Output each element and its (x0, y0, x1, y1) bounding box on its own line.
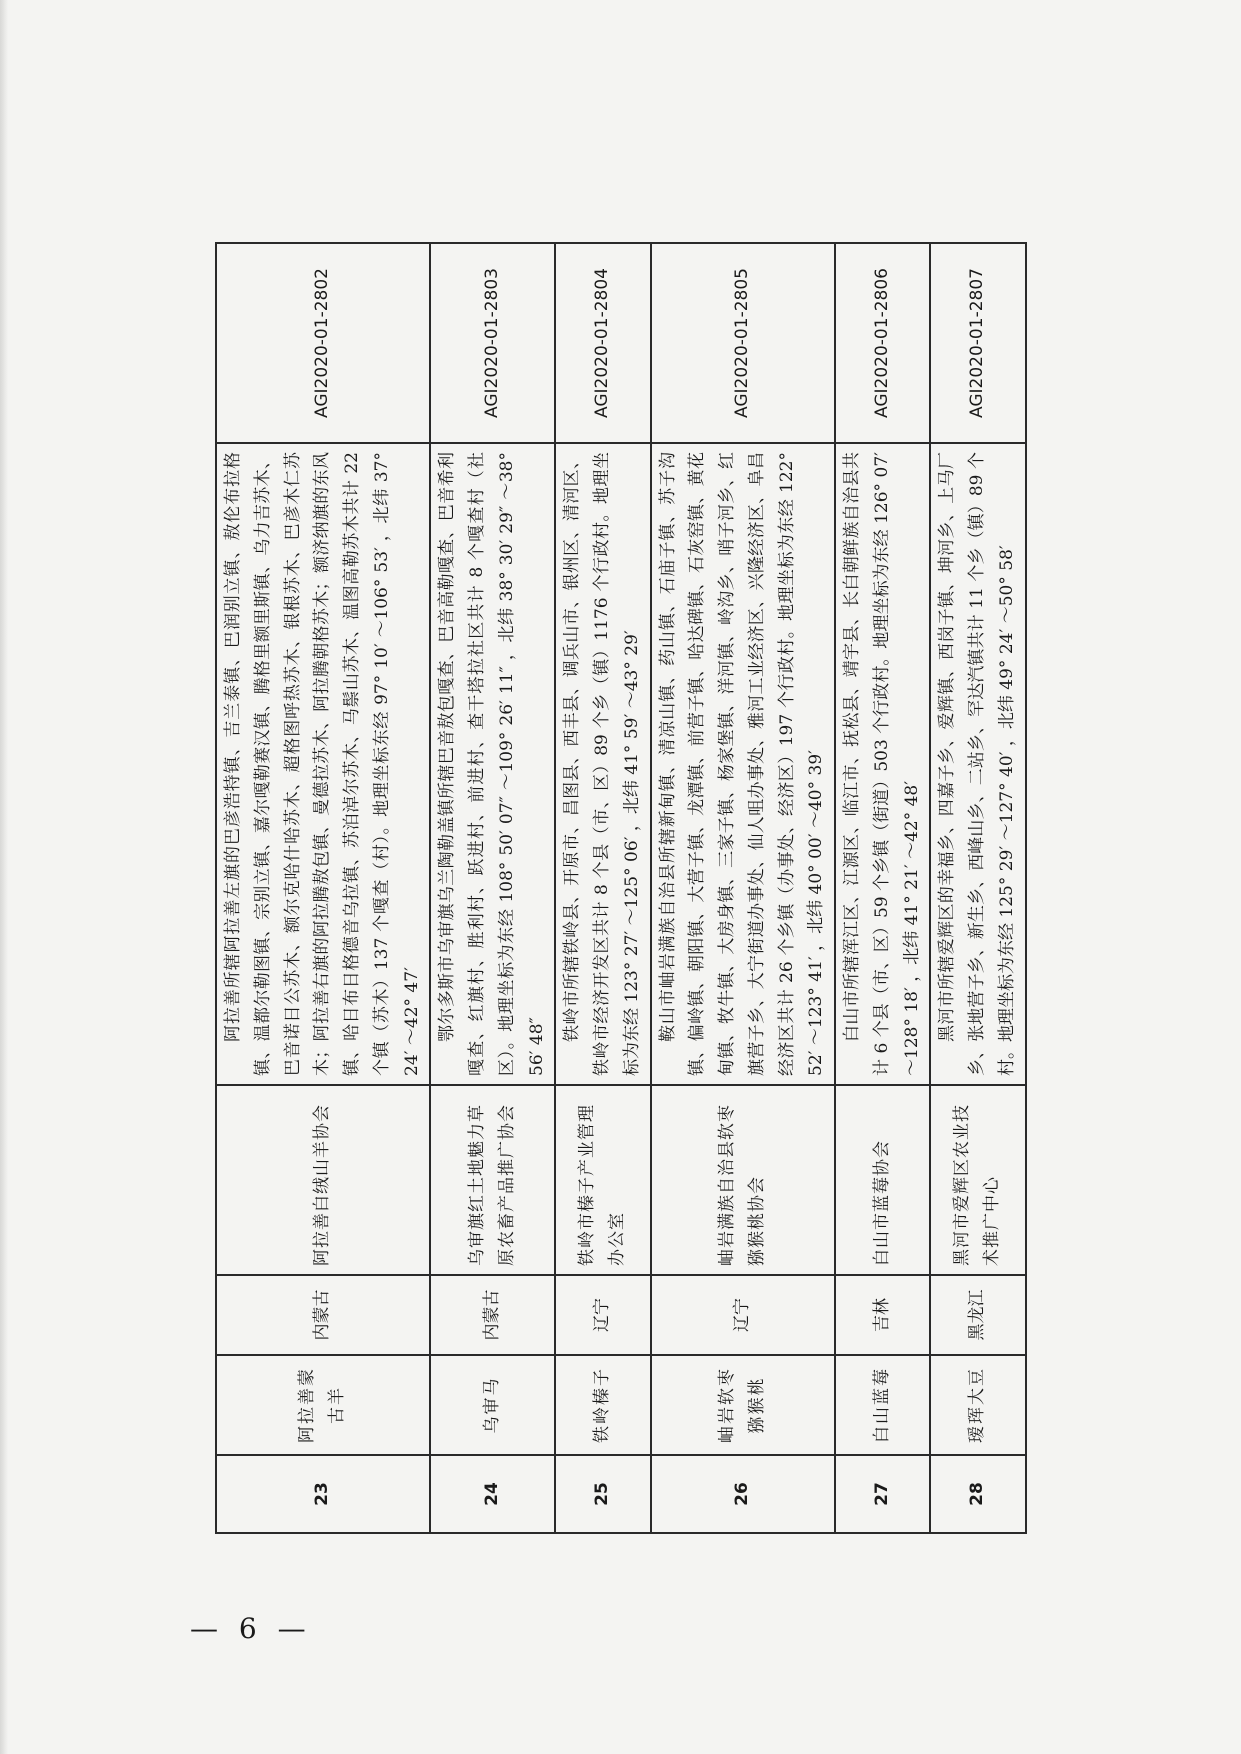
applicant: 白山市蓝莓协会 (835, 1085, 930, 1275)
production-area (555, 443, 650, 1085)
product-name: 阿拉善蒙古羊 (216, 1355, 430, 1455)
registration-code: AGI2020-01-2805 (651, 243, 836, 443)
table-row (430, 243, 555, 1533)
province: 吉林 (835, 1275, 930, 1355)
production-area-text: 鞍山市岫岩满族自治县所辖新甸镇、清凉山镇、药山镇、石庙子镇、苏子沟镇、偏岭镇、朝阳镇、大营子镇、龙潭镇、前营子镇、哈达碑镇、石灰窑镇、黄花甸镇、牧牛镇、大房身镇、三家子镇、杨家堡镇、洋河镇、岭沟乡、哨子河乡、红旗营子乡、大宁街道办事处、仙人咀办事处、雅河工业经济区、兴隆经济区、阜昌经济区共计 26 个乡镇（办事处、经济区）197 个行政村。地理坐标为东经 122° 52′ ～123° 41′ ，北纬 40° 00′ ～40° 39′ (657, 452, 827, 1076)
row-number: 23 (216, 1455, 430, 1533)
registration-table (215, 242, 1027, 1534)
production-area-text: 鄂尔多斯市乌审旗乌兰陶勒盖镇所辖巴音敖包嘎查、巴音高勒嘎查、巴音希利嘎查、红旗村、胜利村、跃进村、前进村、查干塔拉社区共计 8 个嘎查村（社区）。地理坐标为东经 108° 50′ 07″ ～109° 26′ 11″ ，北纬 38° 30′ 29″ ～38° 56′ 48″ (437, 452, 547, 1076)
province: 黑龙江 (930, 1275, 1025, 1355)
registration-code: AGI2020-01-2804 (555, 243, 650, 443)
production-area (930, 443, 1025, 1085)
product-name: 瑷珲大豆 (930, 1355, 1025, 1455)
registration-code: AGI2020-01-2803 (430, 243, 555, 443)
page-number: — 6 — (190, 1612, 312, 1645)
applicant: 岫岩满族自治县软枣猕猴桃协会 (651, 1085, 836, 1275)
product-name: 白山蓝莓 (835, 1355, 930, 1455)
row-number: 28 (930, 1455, 1025, 1533)
product-name: 铁岭榛子 (555, 1355, 650, 1455)
applicant: 阿拉善白绒山羊协会 (216, 1085, 430, 1275)
product-name: 岫岩软枣猕猴桃 (651, 1355, 836, 1455)
province: 内蒙古 (430, 1275, 555, 1355)
table-row (216, 243, 430, 1533)
production-area-text: 阿拉善所辖阿拉善左旗的巴彦浩特镇、吉兰泰镇、巴润别立镇、敖伦布拉格镇、温都尔勒图镇、宗别立镇、嘉尔嘎勒赛汉镇、腾格里额里斯镇、乌力吉苏木、巴音诺日公苏木、额尔克哈什哈苏木、超格图呼热苏木、银根苏木、巴彦木仁苏木；阿拉善右旗的阿拉腾敖包镇、曼德拉苏木、阿拉腾朝格苏木；额济纳旗的东风镇、哈日布日格德音乌拉镇、苏泊淖尔苏木、马鬃山苏木、温图高勒苏木共计 22 个镇（苏木）137 个嘎查（村）。地理坐标东经 97° 10′ ～106° 53′ ，北纬 37° 24′ ～42° 47′ (223, 452, 422, 1076)
production-area (430, 443, 555, 1085)
production-area (216, 443, 430, 1085)
production-area (835, 443, 930, 1085)
table-row (930, 243, 1025, 1533)
province: 辽宁 (651, 1275, 836, 1355)
production-area-text: 铁岭市所辖铁岭县、开原市、昌图县、西丰县、调兵山市、银州区、清河区、铁岭市经济开发区共计 8 个县（市、区）89 个乡（镇）1176 个行政村。地理坐标为东经 123° 27′ ～125° 06′ ，北纬 41° 59′ ～43° 29′ (562, 452, 642, 1076)
province: 内蒙古 (216, 1275, 430, 1355)
table-row (651, 243, 836, 1533)
production-area-text: 黑河市所辖爱辉区的幸福乡、四嘉子乡、爱辉镇、西岗子镇、坤河乡、上马厂乡、张地营子乡、新生乡、西峰山乡、二站乡、罕达汽镇共计 11 个乡（镇）89 个村。地理坐标为东经 125° 29′ ～127° 40′ ，北纬 49° 24′ ～50° 58′ (937, 452, 1017, 1076)
table-row (555, 243, 650, 1533)
row-number: 26 (651, 1455, 836, 1533)
production-area-text: 白山市所辖浑江区、江源区、临江市、抚松县、靖宇县、长白朝鲜族自治县共计 6 个县（市、区）59 个乡镇（街道）503 个行政村。地理坐标为东经 126° 07′ ～128° 18′ ，北纬 41° 21′ ～42° 48′ (842, 452, 922, 1076)
production-area (651, 443, 836, 1085)
applicant: 乌审旗红土地魅力草原农畜产品推广协会 (430, 1085, 555, 1275)
registration-code: AGI2020-01-2807 (930, 243, 1025, 443)
registration-code: AGI2020-01-2802 (216, 243, 430, 443)
registration-code: AGI2020-01-2806 (835, 243, 930, 443)
applicant: 铁岭市榛子产业管理办公室 (555, 1085, 650, 1275)
product-name: 乌审马 (430, 1355, 555, 1455)
applicant: 黑河市爱辉区农业技术推广中心 (930, 1085, 1025, 1275)
row-number: 24 (430, 1455, 555, 1533)
table-row (835, 243, 930, 1533)
row-number: 27 (835, 1455, 930, 1533)
row-number: 25 (555, 1455, 650, 1533)
province: 辽宁 (555, 1275, 650, 1355)
